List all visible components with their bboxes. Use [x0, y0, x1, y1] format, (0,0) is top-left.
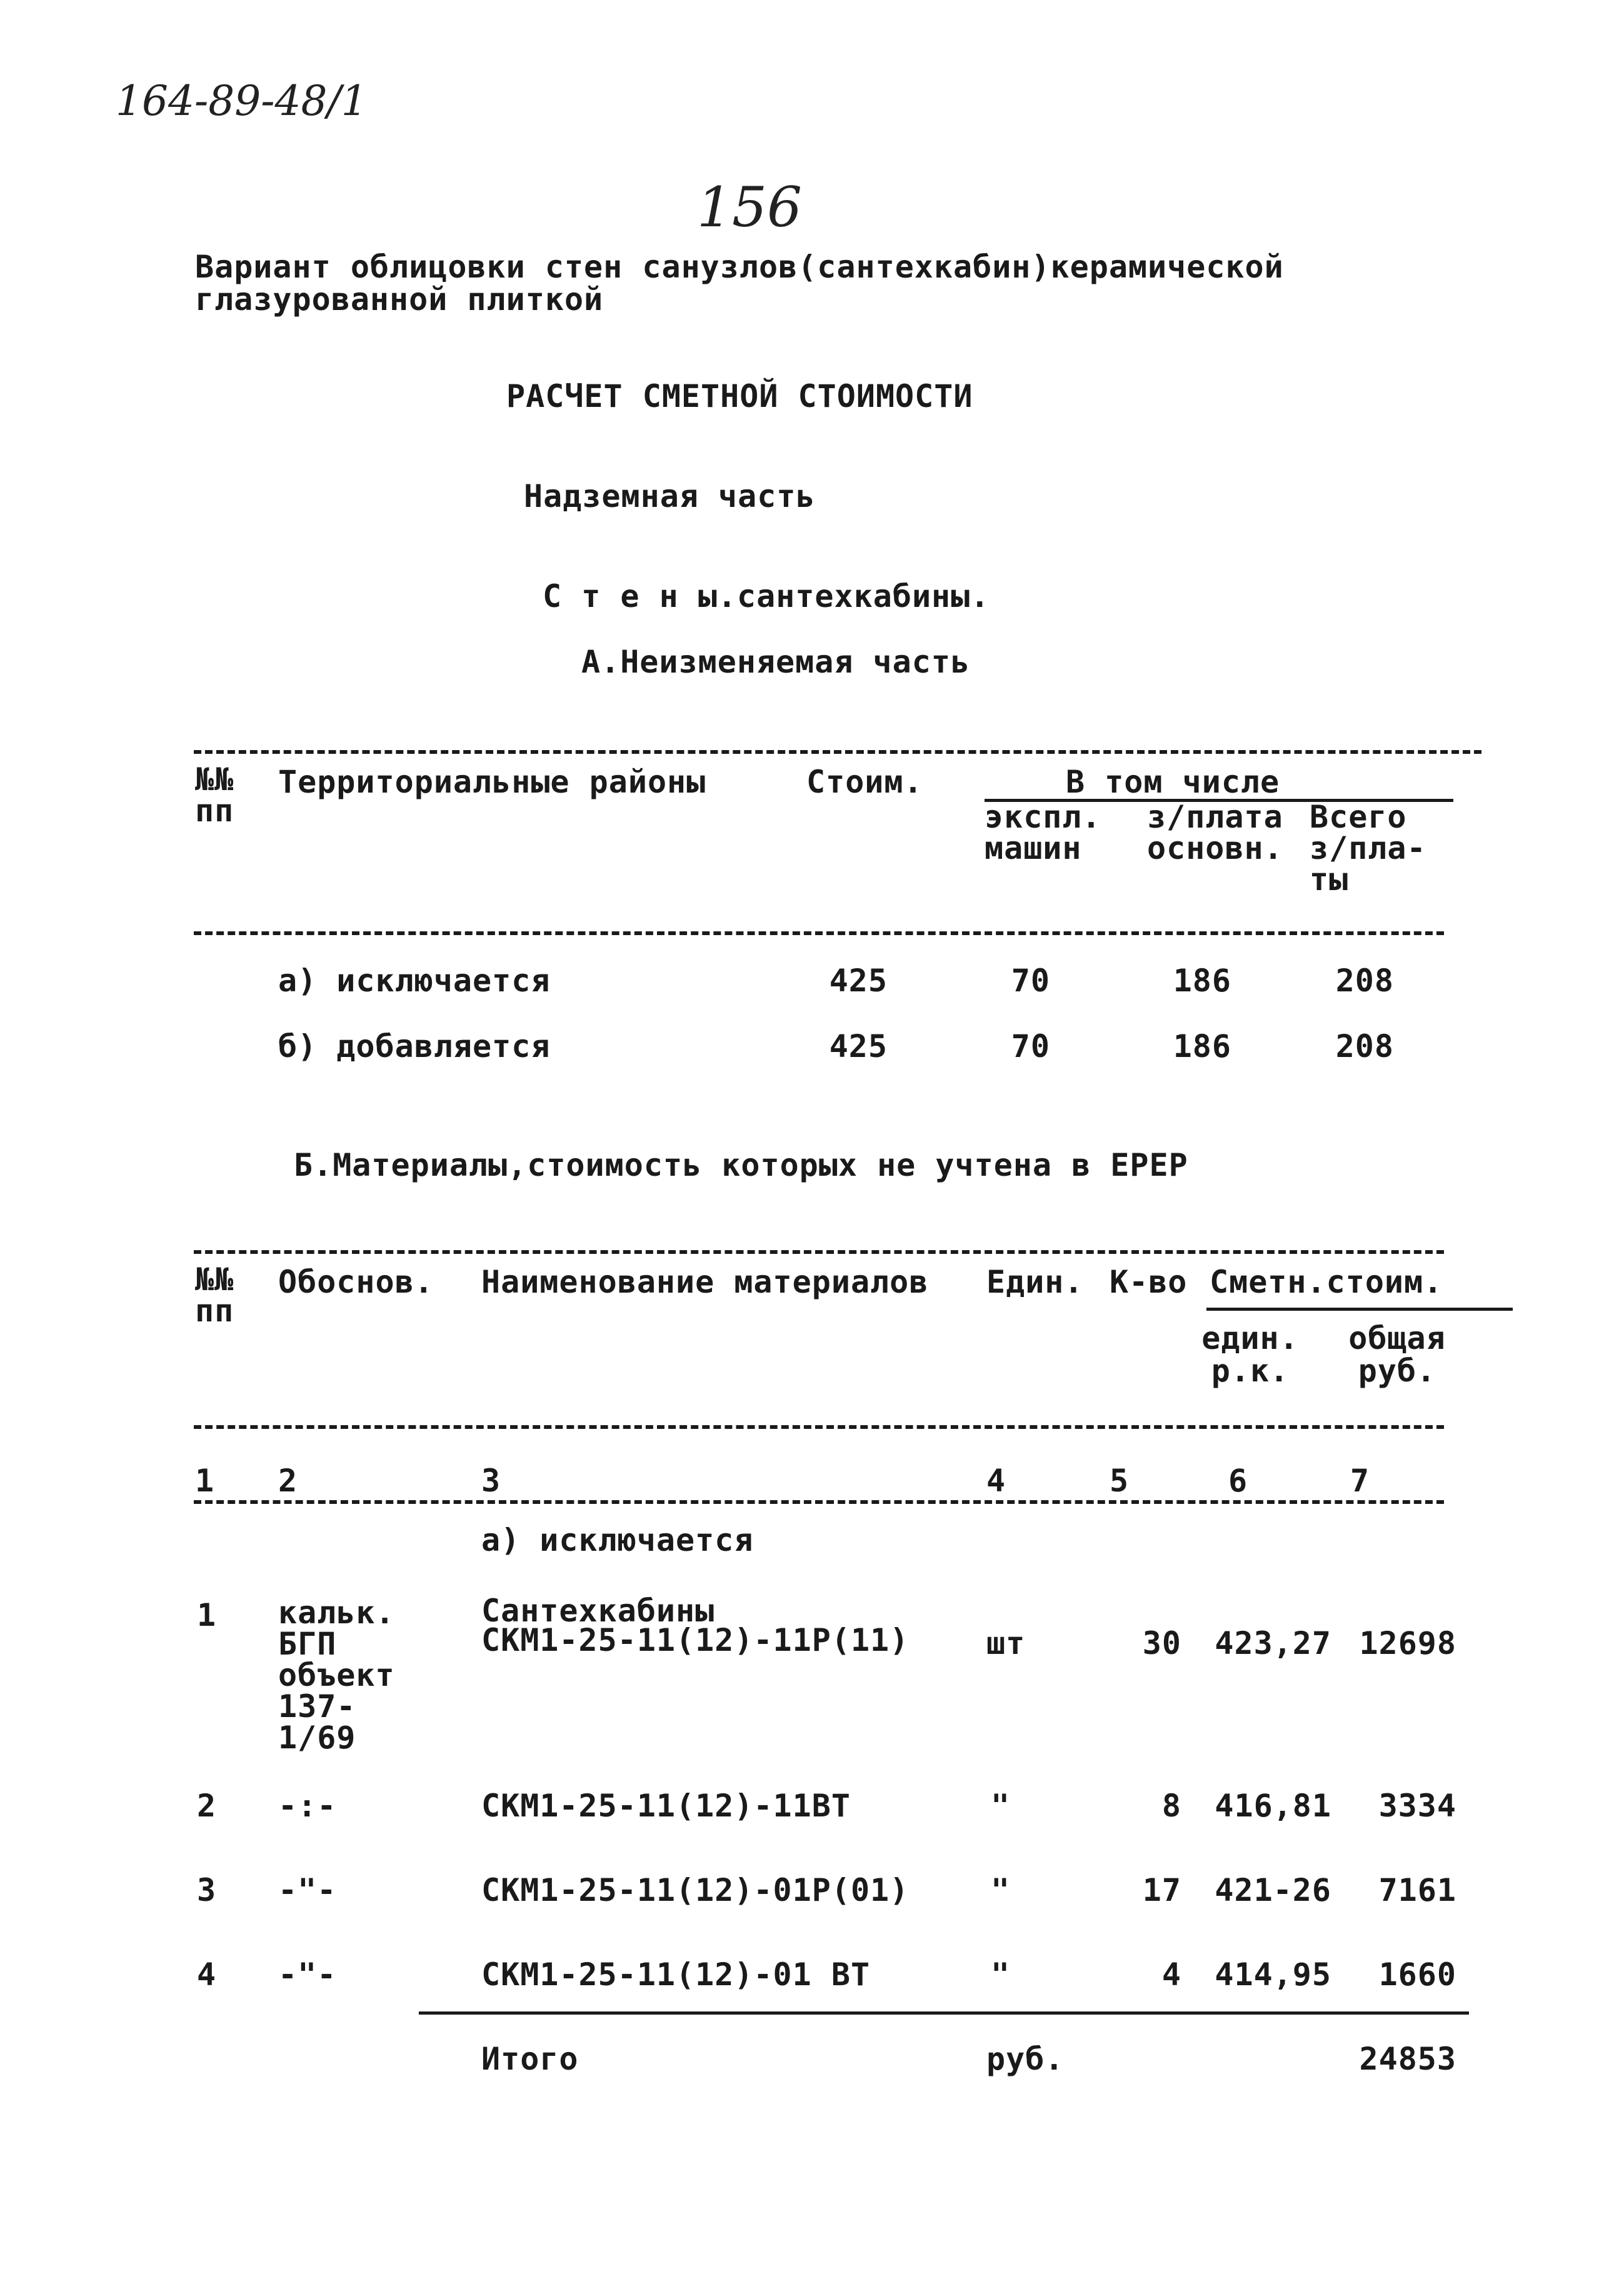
table-a-top-rule: [194, 750, 1481, 754]
row-qty: 4: [1161, 1956, 1181, 1993]
table-a-row-machines: 70: [1011, 963, 1050, 999]
col-number-rule: [194, 1500, 1444, 1504]
table-a-header-rule: [194, 931, 1444, 935]
table-a-header-wage-total: Всего з/пла- ты: [1310, 799, 1426, 898]
table-a-row-cost: 425: [829, 1028, 888, 1064]
col-number: 7: [1350, 1463, 1370, 1499]
row-total: 3334: [1378, 1788, 1456, 1824]
col-number: 4: [986, 1463, 1006, 1499]
row-unit: ": [991, 1872, 1011, 1908]
table-a-row-label: а) исключается: [278, 963, 551, 999]
table-a-header-district: Территориальные районы: [278, 764, 706, 800]
calc-heading: РАСЧЕТ СМЕТНОЙ СТОИМОСТИ: [506, 378, 973, 414]
row-num: 2: [197, 1788, 217, 1824]
table-a-header-machines: экспл. машин: [985, 799, 1101, 866]
row-num: 4: [197, 1956, 217, 1993]
col-number: 2: [278, 1463, 298, 1499]
table-b-header-rule: [194, 1425, 1444, 1429]
table-b-header-unit: Един.: [986, 1264, 1084, 1300]
table-b-header-qty: К-во: [1110, 1264, 1188, 1300]
row-unit: ": [991, 1788, 1011, 1824]
total-label: Итого: [481, 2041, 579, 2077]
row-unit-price: 416,81: [1215, 1788, 1331, 1824]
table-b-header-basis: Обоснов.: [278, 1264, 434, 1300]
row-unit-price: 423,27: [1215, 1625, 1331, 1661]
row-basis: -:-: [278, 1788, 337, 1824]
col-number: 3: [481, 1463, 501, 1499]
table-a-row-cost: 425: [829, 963, 888, 999]
table-b-header-name: Наименование материалов: [481, 1264, 929, 1300]
row-qty: 8: [1161, 1788, 1181, 1824]
table-b-header-total: общая руб.: [1348, 1320, 1446, 1389]
table-b-estimate-rule: [1206, 1308, 1513, 1311]
document-number: 164-89-48/1: [116, 77, 368, 125]
row-basis: -"-: [278, 1872, 337, 1908]
row-unit: шт: [986, 1625, 1026, 1661]
table-b-subheading: а) исключается: [481, 1522, 754, 1558]
row-name: СКМ1-25-11(12)-11Р(11): [481, 1622, 910, 1658]
title-line-1: Вариант облицовки стен санузлов(сантехкабин)керамической: [195, 249, 1284, 285]
title-line-2: глазурованной плиткой: [195, 281, 604, 318]
section-a-heading: А.Неизменяемая часть: [581, 644, 971, 680]
col-number: 6: [1228, 1463, 1248, 1499]
row-name: СКМ1-25-11(12)-01 ВТ: [481, 1956, 871, 1993]
table-a-header-cost: Стоим.: [806, 764, 923, 800]
table-b-header-num: №№ пп: [195, 1261, 234, 1329]
table-a-row-wage-base: 186: [1173, 1028, 1231, 1064]
table-a-header-incl: В том числе: [1066, 764, 1280, 800]
page-number: 156: [697, 175, 802, 239]
total-rule: [419, 2011, 1469, 2015]
row-basis: -"-: [278, 1956, 337, 1993]
row-name-prefix: Сантехкабины: [481, 1593, 715, 1629]
row-total: 7161: [1378, 1872, 1456, 1908]
table-b-header-unit-price: един. р.к.: [1201, 1320, 1299, 1389]
row-qty: 17: [1142, 1872, 1181, 1908]
table-a-row-wage-total: 208: [1335, 1028, 1394, 1064]
col-number: 1: [195, 1463, 215, 1499]
row-num: 3: [197, 1872, 217, 1908]
table-a-row-label: б) добавляется: [278, 1028, 551, 1064]
row-unit: ": [991, 1956, 1011, 1993]
table-a-header-wage-base: з/плата основн.: [1147, 799, 1283, 866]
row-name: СКМ1-25-11(12)-11ВТ: [481, 1788, 851, 1824]
table-b-top-rule: [194, 1250, 1444, 1254]
section-b-heading: Б.Материалы,стоимость которых не учтена в ЕРЕР: [294, 1147, 1188, 1183]
col-number: 5: [1110, 1463, 1130, 1499]
row-num: 1: [197, 1597, 217, 1633]
row-qty: 30: [1142, 1625, 1181, 1661]
row-total: 12698: [1359, 1625, 1456, 1661]
table-a-header-num: №№ пп: [195, 761, 234, 829]
total-value: 24853: [1359, 2041, 1456, 2077]
row-unit-price: 421-26: [1215, 1872, 1331, 1908]
row-basis: кальк. БГП объект 137-1/69: [278, 1595, 395, 1756]
row-name: СКМ1-25-11(12)-01Р(01): [481, 1872, 910, 1908]
total-unit: руб.: [986, 2041, 1065, 2077]
section-heading: С т е н ы.сантехкабины.: [543, 578, 990, 614]
table-a-row-wage-base: 186: [1173, 963, 1231, 999]
row-total: 1660: [1378, 1956, 1456, 1993]
table-a-row-wage-total: 208: [1335, 963, 1394, 999]
table-b-header-estimate: Сметн.стоим.: [1210, 1264, 1443, 1300]
row-unit-price: 414,95: [1215, 1956, 1331, 1993]
part-heading: Надземная часть: [524, 478, 816, 514]
table-a-row-machines: 70: [1011, 1028, 1050, 1064]
